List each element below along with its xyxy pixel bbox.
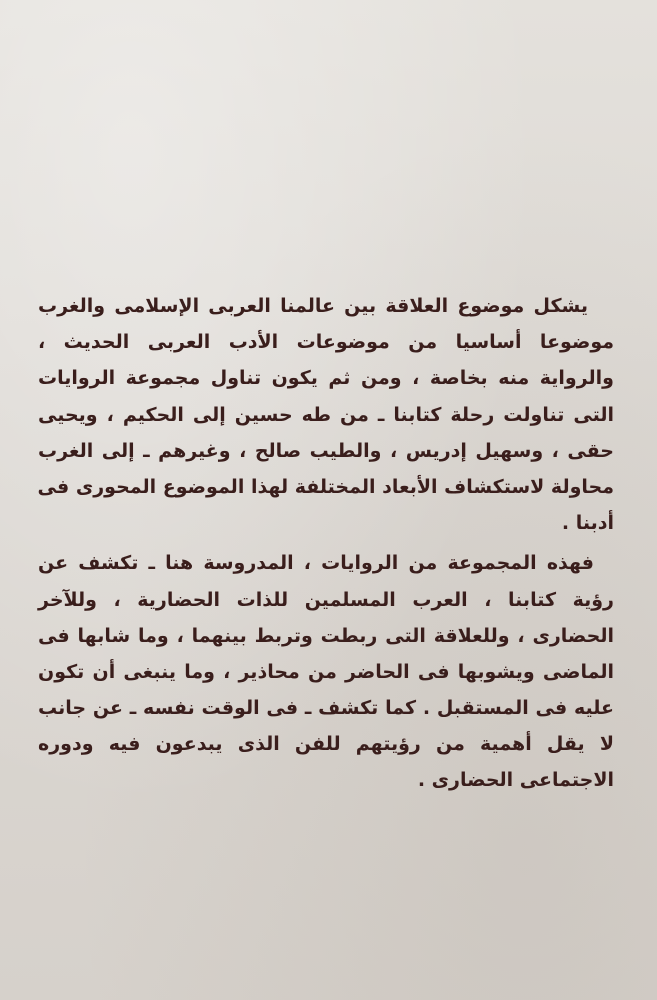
text-line: التى تناولت رحلة كتابنا ـ من طه حسين إلى الحكيم ، ويحيى: [38, 403, 614, 426]
text-line: أدبنا .: [561, 512, 614, 535]
text-line: الماضى ويشوبها فى الحاضر من محاذير ، وما ينبغى أن تكون: [38, 660, 614, 683]
body-text: [38, 288, 614, 799]
text-line: محاولة لاستكشاف الأبعاد المختلفة لهذا الموضوع المحورى فى: [37, 475, 614, 498]
text-line: حقى ، وسهيل إدريس ، والطيب صالح ، وغيرهم ـ إلى الغرب: [38, 439, 614, 462]
text-line: الاجتماعى الحضارى .: [417, 769, 614, 792]
text-line: موضوعا أساسيا من موضوعات الأدب العربى الحديث ،: [38, 331, 614, 354]
text-line: والرواية منه بخاصة ، ومن ثم يكون تناول مجموعة الروايات: [38, 367, 614, 390]
text-line: عليه فى المستقبل . كما تكشف ـ فى الوقت نفسه ـ عن جانب: [38, 697, 614, 720]
text-line: يشكل موضوع العلاقة بين عالمنا العربى الإسلامى والغرب: [38, 295, 588, 317]
paragraph-2: [38, 545, 614, 798]
text-line: رؤية كتابنا ، العرب المسلمين للذات الحضارية ، وللآخر: [38, 588, 614, 611]
text-line: لا يقل أهمية من رؤيتهم للفن الذى يبدعون فيه ودوره: [38, 733, 614, 756]
text-line: الحضارى ، وللعلاقة التى ربطت وتربط بينهما ، وما شابها فى: [38, 624, 614, 647]
text-line: فهذه المجموعة من الروايات ، المدروسة هنا ـ تكشف عن: [38, 552, 594, 575]
paragraph-1: [38, 288, 614, 541]
